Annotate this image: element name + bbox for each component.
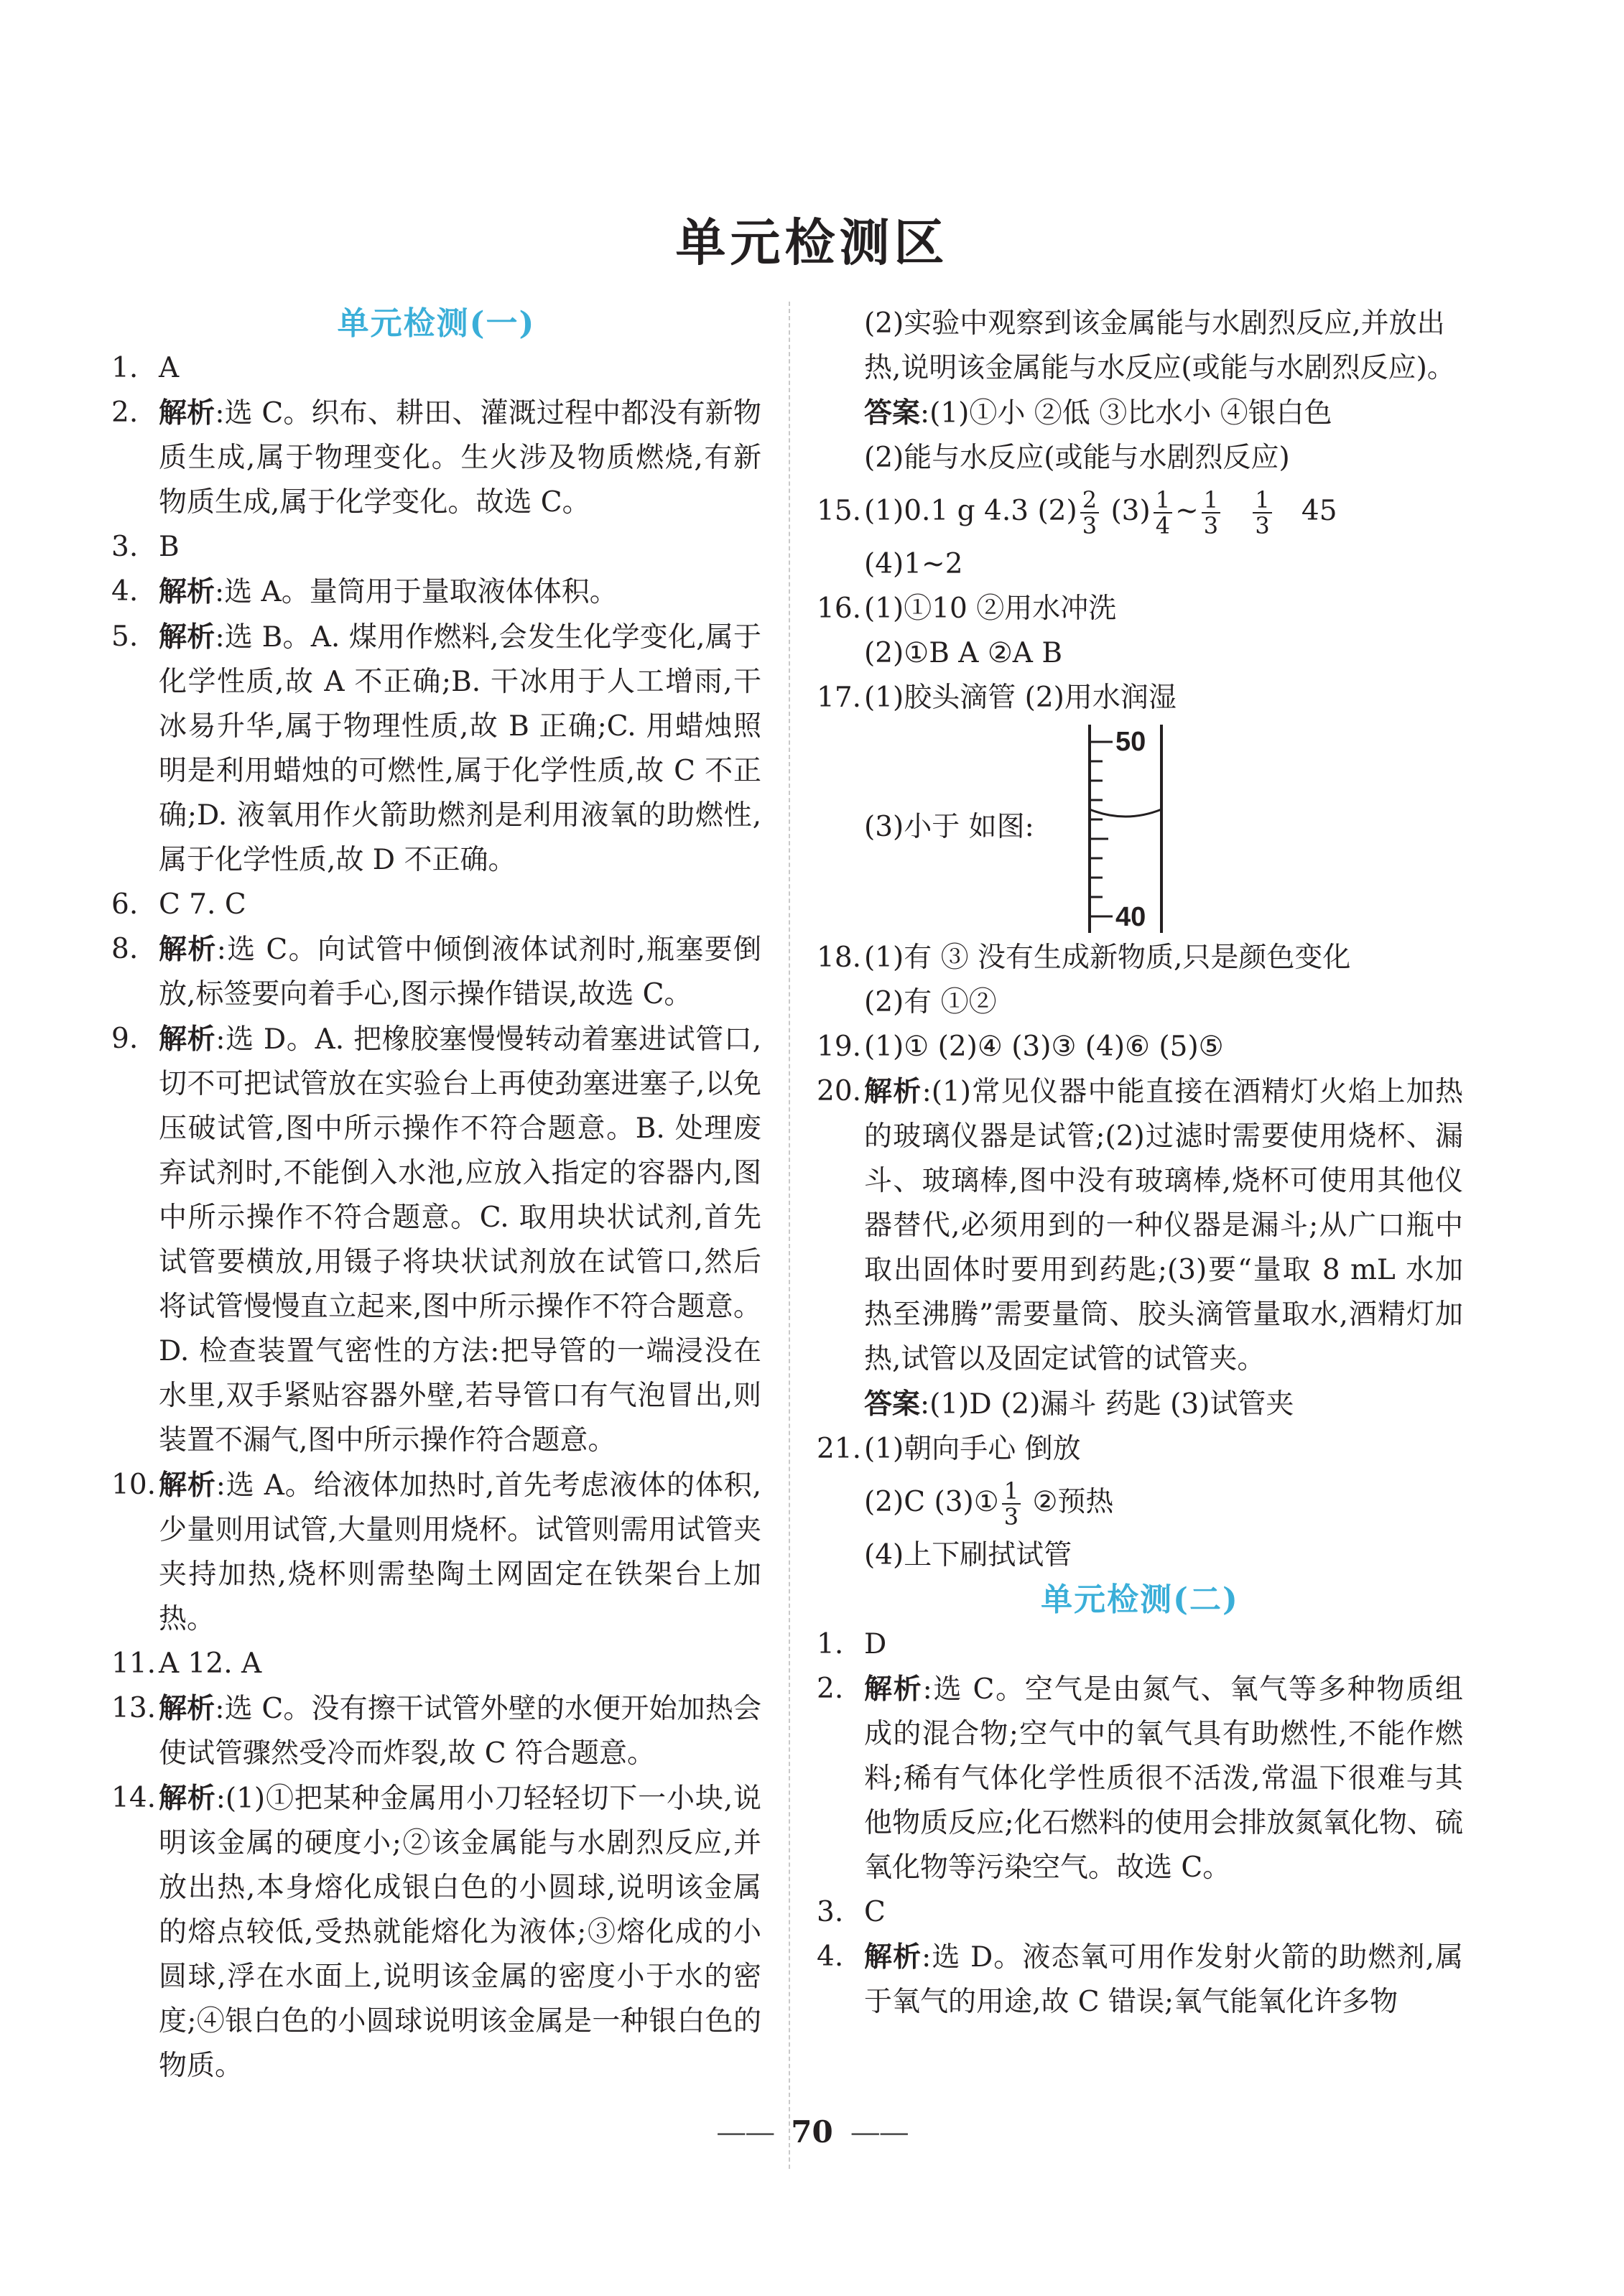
scale-ticks <box>1090 742 1113 916</box>
item-number: 14. <box>111 1782 157 1814</box>
item-text: :(1)常见仪器中能直接在酒精灯火焰上加热的玻璃仪器是试管;(2)过滤时需要使用烧杯、漏斗、玻璃棒,图中没有玻璃棒,烧杯可使用其他仪器替代,必须用到的一种仪器是漏斗;从广口瓶中取出固体时要用到药匙;(3)要“量取 8 mL 水加热至沸腾”需要量筒、胶头滴管量取水,酒精灯加热,试管以及固定试管的试管夹。 <box>864 1076 1463 1375</box>
item-text: C <box>864 1896 886 1928</box>
cylinder-figure-row <box>817 720 1463 936</box>
fraction <box>1080 488 1099 538</box>
section-heading-1: 单元检测(一) <box>337 305 536 342</box>
answer-line: (4)1~2 <box>864 548 963 580</box>
item-text: ②预热 <box>1024 1486 1114 1518</box>
answer-line: (2)能与水反应(或能与水剧烈反应) <box>864 442 1290 474</box>
item-text: (1)①10 ②用水冲洗 <box>864 592 1117 625</box>
item-number: 5. <box>111 621 139 653</box>
item-number: 4. <box>817 1941 844 1973</box>
analysis-label: 解析 <box>864 1075 922 1108</box>
item-text: :选 D。A. 把橡胶塞慢慢转动着塞进试管口,切不可把试管放在实验台上再使劲塞进塞子,以免压破试管,图中所示操作不符合题意。B. 处理废弃试剂时,不能倒入水池,应放入指定的容器内,图中所示操作不符合题意。C. 取用块状试剂,首先试管要横放,用镊子将块状试剂放在试管口,然后将试管慢慢直立起来,图中所示操作不符合题意。D. 检查装置气密性的方法:把导管的一端浸没在水里,双手紧贴容器外壁,若导管口有气泡冒出,则装置不漏气,图中所示操作符合题意。 <box>159 1023 761 1456</box>
answer-label: 答案 <box>864 1388 921 1421</box>
fraction <box>1154 488 1172 538</box>
answer-line: (3)小于 如图: <box>864 811 1034 843</box>
fraction <box>1253 488 1271 538</box>
item-number: 11. <box>111 1647 157 1680</box>
answer-item <box>817 1069 1463 1382</box>
page-footer <box>0 2114 1624 2149</box>
graduated-cylinder-figure <box>1061 720 1190 936</box>
left-column <box>111 302 761 2088</box>
item-number: 1. <box>817 1628 844 1660</box>
item-text: :选 C。空气是由氮气、氧气等多种物质组成的混合物;空气中的氧气具有助燃性,不能作燃料;稀有气体化学性质很不活泼,常温下很难与其他物质反应;化石燃料的使用会排放氮氧化物、硫氧化物等污染空气。故选 C。 <box>864 1673 1463 1884</box>
analysis-label: 解析 <box>159 621 215 654</box>
item-number: 4. <box>111 575 139 608</box>
item-text: :选 A。给液体加热时,首先考虑液体的体积,少量则用试管,大量则用烧杯。试管则需用试管夹夹持加热,烧杯则需垫陶土网固定在铁架台上加热。 <box>159 1469 761 1635</box>
answer-item <box>817 676 1463 720</box>
item-number: 18. <box>817 942 862 974</box>
answer-line <box>817 1382 1463 1427</box>
answer-item <box>111 1686 761 1776</box>
item-text: (1)① (2)④ (3)③ (4)⑥ (5)⑤ <box>864 1031 1224 1063</box>
item-text: :选 A。量筒用于量取液体体积。 <box>215 576 618 608</box>
numerator: 1 <box>1154 488 1172 513</box>
item-text: 45 <box>1301 495 1337 527</box>
fraction <box>1002 1479 1021 1529</box>
answer-item <box>817 936 1463 980</box>
answer-item <box>111 927 761 1017</box>
answer-line <box>817 391 1463 436</box>
item-text: :选 D。液态氧可用作发射火箭的助燃剂,属于氧气的用途,故 C 错误;氧气能氧化许多物 <box>864 1941 1463 2018</box>
item-number: 21. <box>817 1433 862 1465</box>
footer-dash-left: —— <box>716 2114 774 2149</box>
analysis-label: 解析 <box>159 396 215 429</box>
tilde-text: ~ <box>1175 495 1199 527</box>
liquid-meniscus <box>1090 809 1161 817</box>
answer-item <box>817 480 1463 542</box>
answer-item <box>817 587 1463 631</box>
numerator: 1 <box>1253 488 1271 513</box>
answer-item <box>111 1463 761 1642</box>
answer-item <box>817 1935 1463 2025</box>
analysis-label: 解析 <box>864 1941 922 1974</box>
numerator: 2 <box>1080 488 1099 513</box>
analysis-label: 解析 <box>159 1023 216 1056</box>
answer-item <box>817 1025 1463 1069</box>
item-text: (1)有 ③ 没有生成新物质,只是颜色变化 <box>864 942 1351 974</box>
answer-item <box>817 1890 1463 1935</box>
item-number: 17. <box>817 682 862 714</box>
item-number: 20. <box>817 1075 862 1107</box>
continued-text: (2)实验中观察到该金属能与水剧烈反应,并放出热,说明该金属能与水反应(或能与水剧烈反应)。 <box>864 307 1455 384</box>
answer-item <box>111 525 761 570</box>
analysis-label: 解析 <box>159 1692 215 1725</box>
analysis-label: 解析 <box>864 1673 923 1706</box>
item-text: (1)朝向手心 倒放 <box>864 1433 1081 1465</box>
item-text: (3) <box>1102 495 1151 527</box>
answer-item <box>111 391 761 525</box>
item-text: :选 C。织布、耕田、灌溉过程中都没有新物质生成,属于物理变化。生火涉及物质燃烧,有新物质生成,属于化学变化。故选 C。 <box>159 397 761 519</box>
answer-line: (4)上下刷拭试管 <box>864 1539 1072 1571</box>
item-number: 8. <box>111 933 139 965</box>
answer-item <box>111 883 761 927</box>
answer-item <box>817 1622 1463 1667</box>
item-text: :选 B。A. 煤用作燃料,会发生化学变化,属于化学性质,故 A 不正确;B. 干冰用于人工增雨,干冰易升华,属于物理性质,故 B 正确;C. 用蜡烛照明是利用蜡烛的可燃性,属于化学性质,故 C 不正确;D. 液氧用作火箭助燃剂是利用液氧的助燃性,属于化学性质,故 D 不正确。 <box>159 621 761 876</box>
item-text: (1)0.1 g 4.3 (2) <box>864 495 1077 527</box>
numerator: 1 <box>1002 1479 1021 1505</box>
item-text: (2)C (3)① <box>864 1486 999 1518</box>
answer-item <box>111 615 761 883</box>
item-number: 2. <box>817 1673 844 1705</box>
answer-item <box>817 1427 1463 1472</box>
item-number: 10. <box>111 1469 157 1501</box>
item-number: 13. <box>111 1692 157 1724</box>
answer-line: (2)有 ①② <box>864 986 997 1018</box>
answer-text: :(1)①小 ②低 ③比水小 ④银白色 <box>920 397 1332 429</box>
item-text: C 7. C <box>159 888 246 921</box>
item-text: (1)胶头滴管 (2)用水润湿 <box>864 682 1177 714</box>
answer-label: 答案 <box>864 396 921 429</box>
column-divider <box>789 302 790 2169</box>
answer-item <box>111 570 761 615</box>
item-number: 2. <box>111 396 139 429</box>
item-text: B <box>159 531 180 563</box>
answer-text: :(1)D (2)漏斗 药匙 (3)试管夹 <box>920 1388 1294 1421</box>
page-number: 70 <box>791 2114 833 2149</box>
answer-item <box>817 1667 1463 1890</box>
item-text: :选 C。没有擦干试管外壁的水便开始加热会使试管骤然受冷而炸裂,故 C 符合题意。 <box>159 1693 761 1770</box>
answer-item <box>111 1017 761 1463</box>
item-number: 3. <box>111 531 139 563</box>
item-text: :选 C。向试管中倾倒液体试剂时,瓶塞要倒放,标签要向着手心,图示操作错误,故选 C。 <box>159 934 761 1010</box>
section-heading-2: 单元检测(二) <box>1041 1581 1239 1618</box>
answer-line: (2)①B A ②A B <box>864 637 1063 669</box>
numerator: 1 <box>1202 488 1220 513</box>
fraction <box>1202 488 1220 538</box>
item-text: :(1)①把某种金属用小刀轻轻切下一小块,说明该金属的硬度小;②该金属能与水剧烈反应,并放出热,本身熔化成银白色的小圆球,说明该金属的熔点较低,受热就能熔化为液体;③熔化成的小圆球,浮在水面上,说明该金属的密度小于水的密度;④银白色的小圆球说明该金属是一种银白色的物质。 <box>159 1783 761 2082</box>
footer-dash-right: —— <box>850 2114 908 2149</box>
answer-item <box>111 1642 761 1686</box>
item-text: D <box>864 1628 887 1660</box>
answer-item <box>111 1776 761 2088</box>
item-number: 6. <box>111 888 139 921</box>
answer-item <box>111 346 761 391</box>
item-text: A <box>159 352 180 384</box>
item-number: 19. <box>817 1031 862 1063</box>
right-column <box>817 302 1463 2025</box>
analysis-label: 解析 <box>159 1782 216 1815</box>
scale-label-50: 50 <box>1115 727 1146 757</box>
denominator: 3 <box>1082 512 1098 539</box>
item-number: 15. <box>817 495 862 527</box>
item-number: 1. <box>111 352 139 384</box>
denominator: 4 <box>1155 512 1171 539</box>
page-title: 单元检测区 <box>675 213 949 272</box>
scale-label-40: 40 <box>1115 902 1146 932</box>
analysis-label: 解析 <box>159 575 215 608</box>
analysis-label: 解析 <box>159 1469 216 1502</box>
answer-line <box>817 1472 1463 1533</box>
analysis-label: 解析 <box>159 933 217 966</box>
item-number: 3. <box>817 1896 844 1928</box>
item-number: 9. <box>111 1023 139 1055</box>
item-text: A 12. A <box>159 1647 262 1680</box>
item-number: 16. <box>817 592 862 625</box>
denominator: 3 <box>1203 512 1219 539</box>
denominator: 3 <box>1003 1503 1019 1530</box>
denominator: 3 <box>1255 512 1270 539</box>
